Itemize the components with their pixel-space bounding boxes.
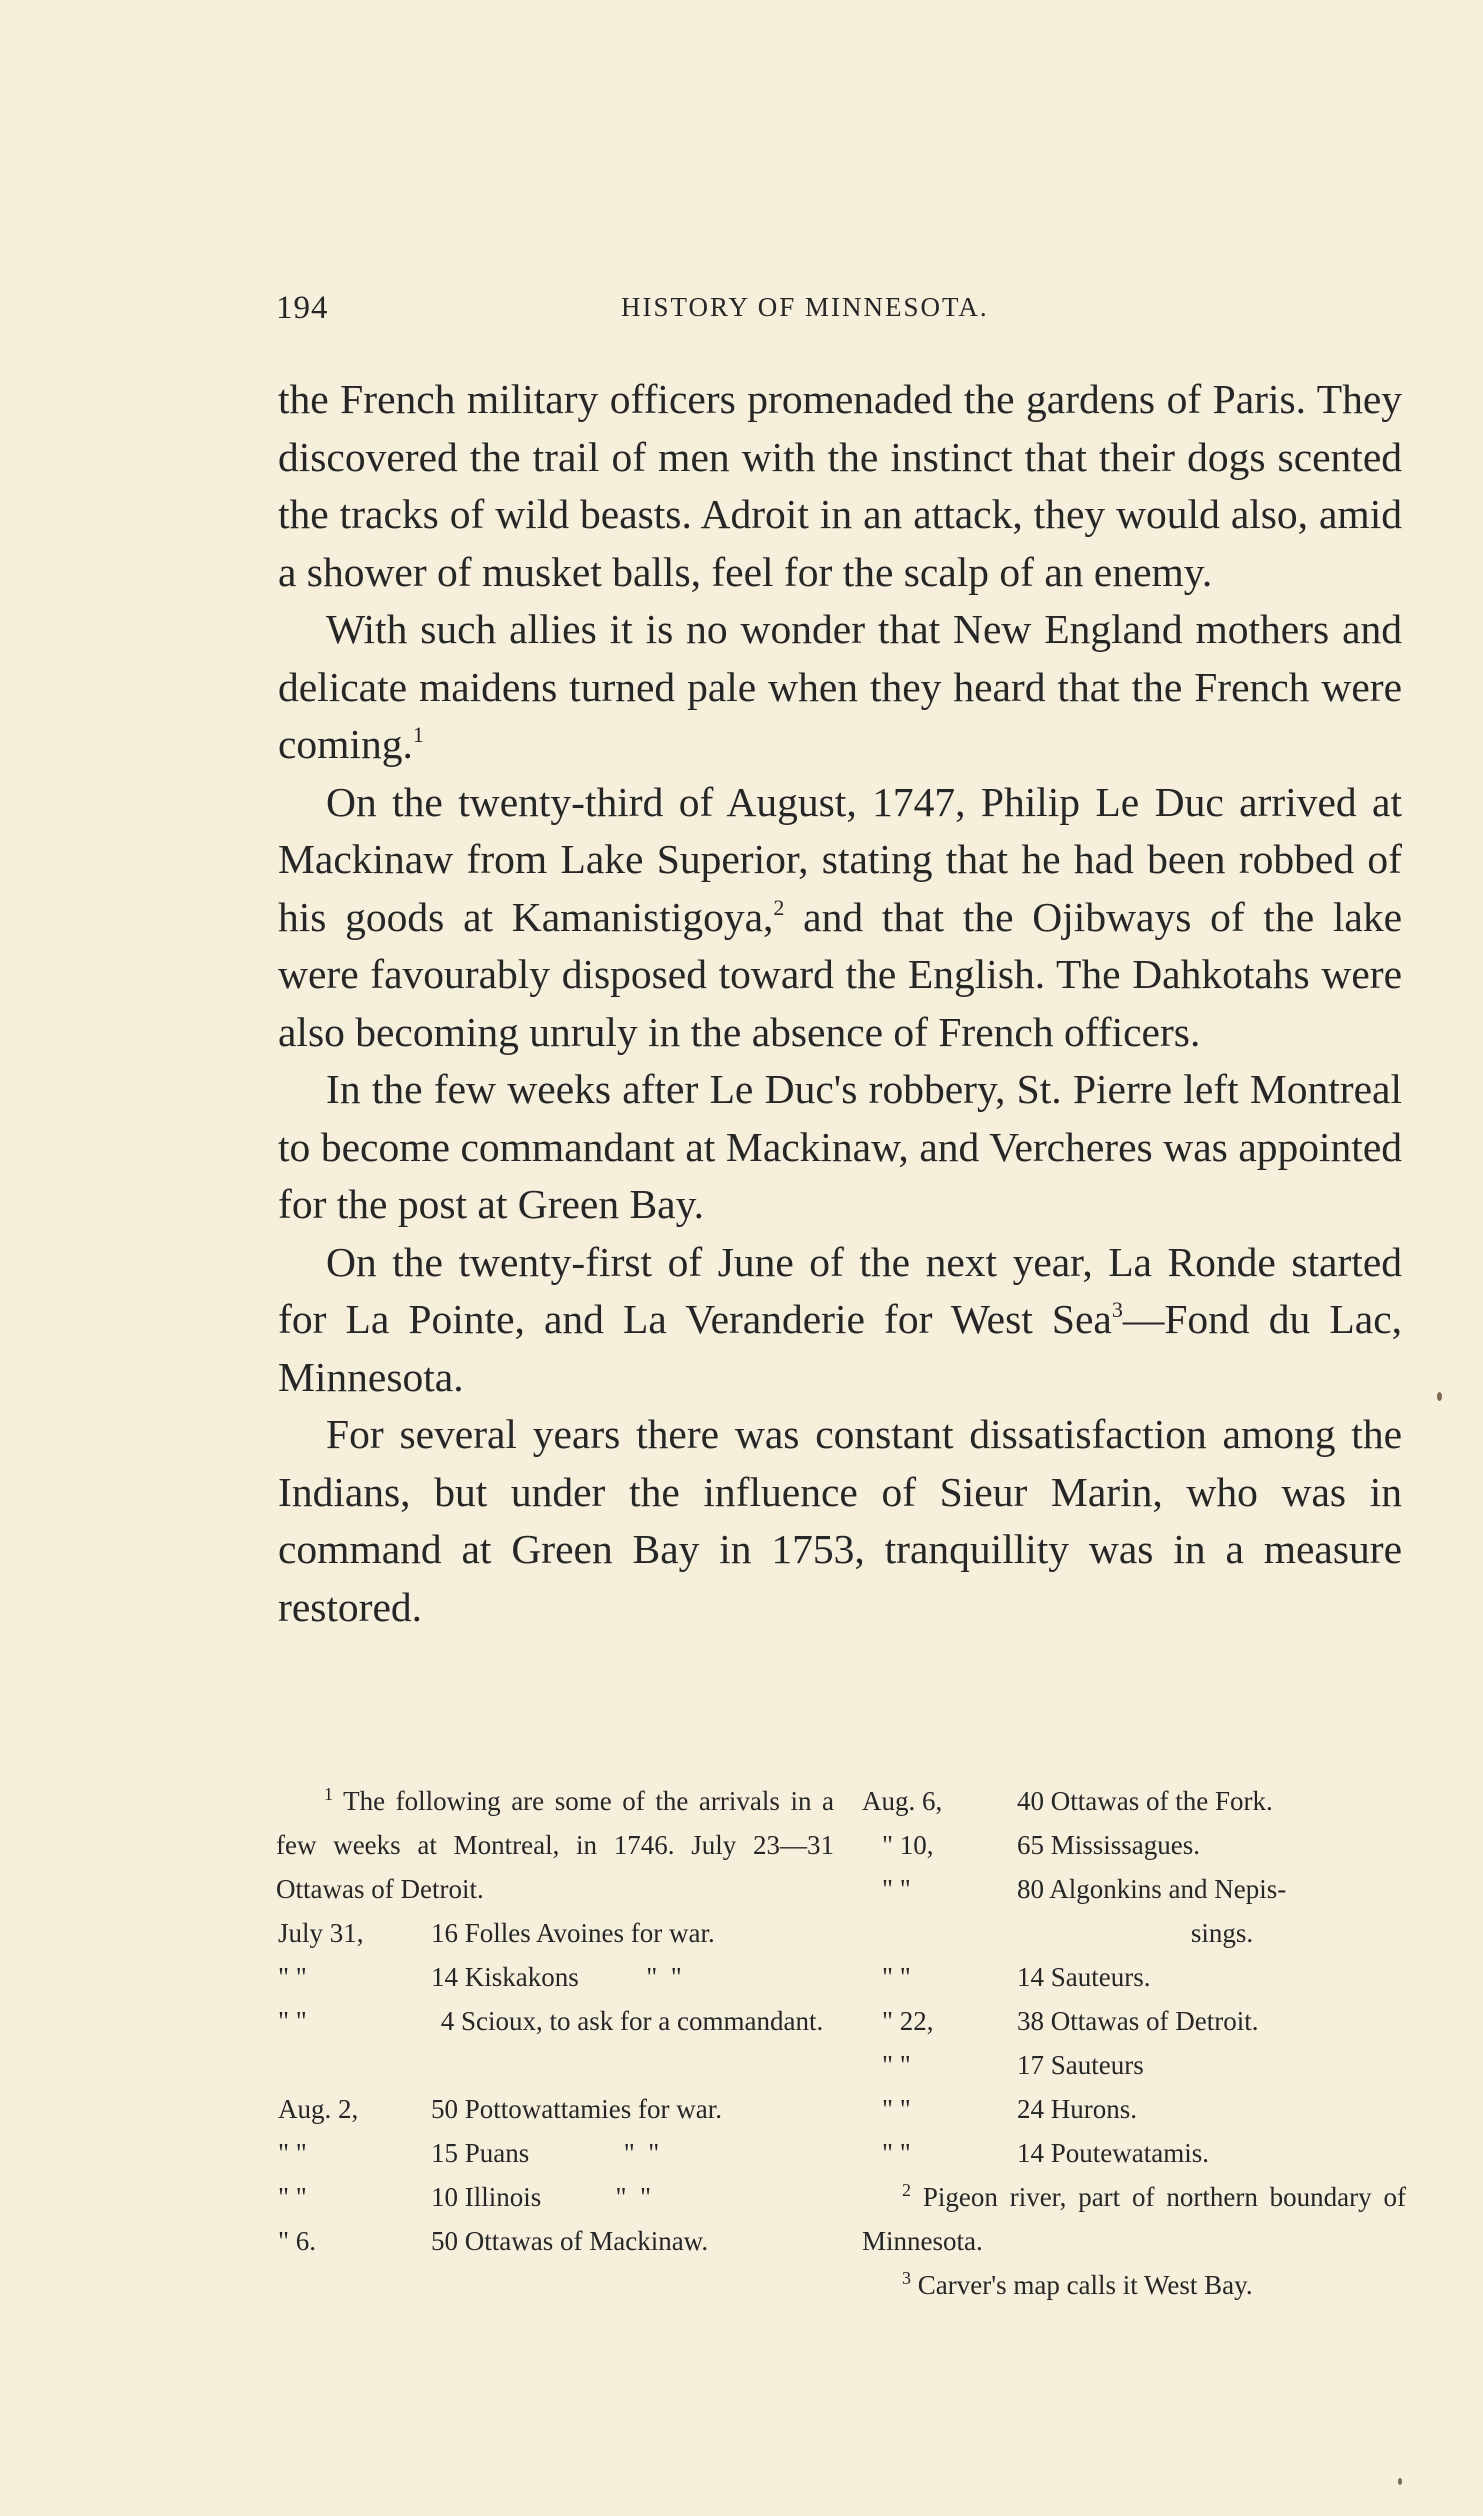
arrival-text-continued: sings.: [1190, 1918, 1254, 1948]
arrival-text: 14 Poutewatamis.: [1017, 2138, 1209, 2168]
arrival-text: 40 Ottawas of the Fork.: [1017, 1786, 1273, 1816]
arrival-text: 17 Sauteurs: [1017, 2050, 1144, 2080]
arrival-date: Aug. 2,: [278, 2094, 359, 2124]
arrival-text: 38 Ottawas of Detroit.: [1017, 2006, 1259, 2036]
arrival-date: Aug. 6,: [862, 1786, 943, 1816]
arrival-row: [276, 2175, 834, 2219]
arrival-row: [276, 2219, 834, 2263]
paragraph-text: —Fond du Lac, Minnesota.: [278, 1296, 1402, 1400]
main-text: [278, 371, 1402, 1636]
arrival-date: " ": [882, 2050, 911, 2080]
arrival-row: [862, 2131, 1406, 2175]
arrival-date: July 31,: [278, 1918, 364, 1948]
paragraph: [278, 1234, 1402, 1407]
paragraph: [278, 774, 1402, 1062]
footnotes-right-column: [862, 1779, 1406, 2307]
arrival-text-line: 80 Algonkins and Nepis-: [1017, 1874, 1287, 1904]
paragraph-text: and that the Ojibways of the lake were favourably disposed toward the English. The Dahkotahs were also becoming unruly in the absence of French officers.: [278, 893, 1403, 1055]
paragraph-text: In the few weeks after Le Duc's robbery, St. Pierre left Montreal to become commandant at Mackinaw, and Vercheres was appointed for the post at Green Bay.: [278, 1066, 1402, 1227]
arrival-text: 14 Kiskakons " ": [431, 1962, 682, 1992]
arrival-row: [276, 2131, 834, 2175]
arrival-date: " ": [278, 2182, 307, 2212]
footnote-marker: 3: [902, 2268, 911, 2288]
arrival-date: " ": [882, 2094, 911, 2124]
running-title: HISTORY OF MINNESOTA.: [621, 292, 989, 322]
arrival-text: 16 Folles Avoines for war.: [431, 1918, 715, 1948]
arrival-row: [276, 1999, 834, 2087]
paragraph-text: On the twenty-first of June of the next year, La Ronde started for La Pointe, and La Veranderie for West Sea: [278, 1238, 1402, 1342]
arrival-date: " ": [882, 1962, 911, 1992]
paragraph-text: the French military officers promenaded the gardens of Paris. They discovered the trail of men with the instinct that their dogs scented the tracks of wild beasts. Adroit in an attack, they would also, amid a shower of musket balls, feel for the scalp of an enemy.: [278, 376, 1402, 595]
arrival-text: 10 Illinois " ": [431, 2182, 652, 2212]
arrival-text: 15 Puans " ": [431, 2138, 660, 2168]
arrival-row: [276, 1911, 834, 1955]
footnote-text: The following are some of the arrivals in a few weeks at Montreal, in 1746. July 23—31 Ottawas of Detroit.: [276, 1786, 834, 1904]
arrival-text: 50 Pottowattamies for war.: [431, 2094, 722, 2124]
footnote-ref: 1: [412, 722, 424, 747]
arrival-row: [862, 2043, 1406, 2087]
arrival-row: [862, 1999, 1406, 2043]
page-header: [276, 290, 1276, 336]
footnotes-left-column: [276, 1779, 834, 2263]
paragraph-text: On the twenty-third of August, 1747, Philip Le Duc arrived at Mackinaw from Lake Superior, stating that he had been robbed of his goods at Kamanistigoya,: [278, 778, 1402, 940]
arrival-date: " 10,: [882, 1830, 934, 1860]
paragraph-text: For several years there was constant dissatisfaction among the Indians, but under the influence of Sieur Marin, who was in command at Green Bay in 1753, tranquillity was in a measure restored.: [278, 1411, 1402, 1630]
arrival-row: [276, 2087, 834, 2131]
paragraph-text: With such allies it is no wonder that New England mothers and delicate maidens turned pale when they heard that the French were coming.: [278, 606, 1402, 767]
ink-speck: [1398, 2478, 1402, 2485]
arrival-text: 24 Hurons.: [1017, 2094, 1137, 2124]
arrival-text: 65 Mississagues.: [1017, 1830, 1201, 1860]
arrival-text: 4 Scioux, to ask for a commandant.: [440, 2006, 824, 2036]
arrival-date: " 6.: [278, 2226, 317, 2256]
footnote-ref: 2: [773, 894, 785, 920]
paragraph: [278, 601, 1402, 774]
footnote-text: Carver's map calls it West Bay.: [911, 2270, 1253, 2300]
arrival-text: 14 Sauteurs.: [1017, 1962, 1151, 1992]
arrival-date: " ": [278, 2138, 307, 2168]
paragraph: [278, 1061, 1402, 1234]
arrival-text: [1017, 1867, 1407, 1955]
arrival-row: [862, 2087, 1406, 2131]
arrival-date: " ": [278, 1962, 307, 1992]
arrival-date: " ": [882, 2138, 911, 2168]
footnote-3: [862, 2263, 1406, 2307]
footnote-1: [276, 1779, 834, 1911]
ink-speck: [1437, 1392, 1442, 1401]
arrival-row: [862, 1779, 1406, 1823]
arrival-row: [862, 1955, 1406, 1999]
page-number: 194: [276, 290, 329, 326]
footnote-text: Pigeon river, part of northern boundary of Minnesota.: [862, 2182, 1406, 2256]
arrival-row: [276, 1955, 834, 1999]
arrival-date: " ": [278, 2006, 307, 2036]
footnote-marker: 2: [902, 2180, 911, 2200]
footnote-ref: 3: [1111, 1297, 1123, 1322]
arrival-row: [862, 1823, 1406, 1867]
footnote-2: [862, 2175, 1406, 2263]
arrival-date: " ": [882, 1874, 911, 1904]
footnote-marker: 1: [324, 1784, 333, 1804]
footnotes: [276, 1779, 1406, 2299]
arrival-date: " 22,: [882, 2006, 934, 2036]
arrival-text: 50 Ottawas of Mackinaw.: [431, 2226, 709, 2256]
arrival-row: [862, 1867, 1406, 1955]
paragraph: [278, 371, 1402, 601]
paragraph: [278, 1406, 1402, 1636]
